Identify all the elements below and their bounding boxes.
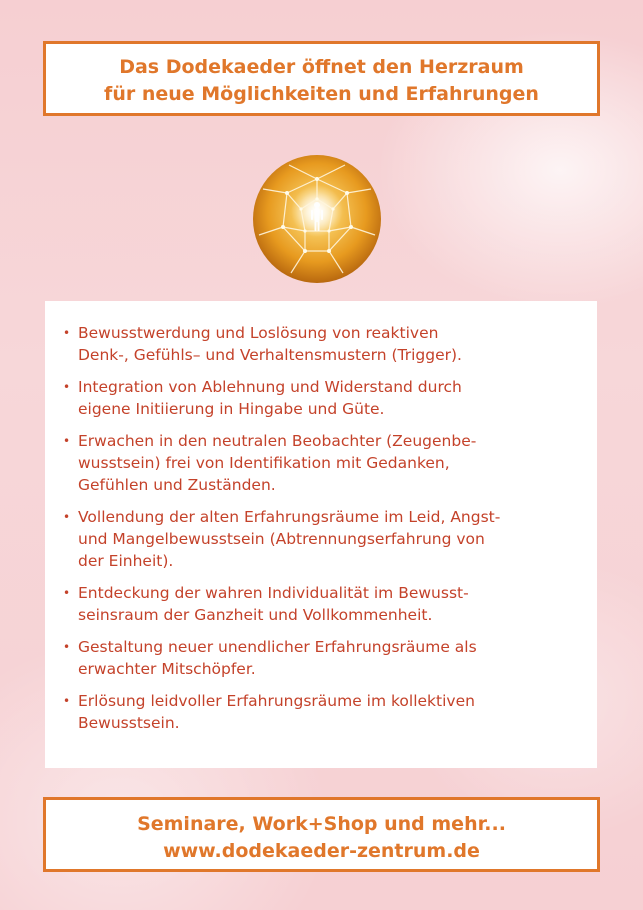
list-item-line: Erwachen in den neutralen Beobachter (Zeugenbe-	[78, 432, 477, 450]
content-card	[45, 301, 597, 768]
list-item-line: eigene Initiierung in Hingabe und Güte.	[78, 400, 385, 418]
bullet-dot-icon: •	[63, 434, 71, 448]
list-item-line: Integration von Ablehnung und Widerstand durch	[78, 378, 462, 396]
list-item	[63, 690, 579, 734]
list-item-line: Bewusstwerdung und Loslösung von reaktiven	[78, 324, 439, 342]
header-title-line-1: Das Dodekaeder öffnet den Herzraum	[119, 56, 524, 78]
bullet-list	[63, 322, 579, 734]
list-item	[63, 506, 579, 572]
list-item-line: Gefühlen und Zuständen.	[78, 476, 276, 494]
bullet-dot-icon: •	[63, 586, 71, 600]
website-link[interactable]: www.dodekaeder-zentrum.de	[163, 840, 480, 862]
list-item	[63, 376, 579, 420]
list-item-line: seinsraum der Ganzheit und Vollkommenheit.	[78, 606, 433, 624]
bullet-dot-icon: •	[63, 694, 71, 708]
footer-box	[43, 797, 600, 872]
list-item-line: Gestaltung neuer unendlicher Erfahrungsräume als	[78, 638, 477, 656]
bullet-dot-icon: •	[63, 640, 71, 654]
header-box	[43, 41, 600, 116]
list-item-line: und Mangelbewusstsein (Abtrennungserfahrung von	[78, 530, 485, 548]
bullet-dot-icon: •	[63, 380, 71, 394]
list-item-line: wusstsein) frei von Identifikation mit Gedanken,	[78, 454, 450, 472]
list-item-line: Erlösung leidvoller Erfahrungsräume im kollektiven	[78, 692, 475, 710]
list-item	[63, 322, 579, 366]
list-item-line: Vollendung der alten Erfahrungsräume im Leid, Angst-	[78, 508, 501, 526]
list-item-line: Entdeckung der wahren Individualität im Bewusst-	[78, 584, 469, 602]
list-item-line: der Einheit).	[78, 552, 174, 570]
golden-dodecahedron-sphere-icon	[249, 151, 385, 287]
bullet-dot-icon: •	[63, 510, 71, 524]
list-item	[63, 430, 579, 496]
list-item	[63, 636, 579, 680]
list-item-line: erwachter Mitschöpfer.	[78, 660, 256, 678]
list-item-line: Denk-, Gefühls– und Verhaltensmustern (Trigger).	[78, 346, 462, 364]
footer-tagline: Seminare, Work+Shop und mehr...	[137, 813, 506, 835]
bullet-dot-icon: •	[63, 326, 71, 340]
list-item-line: Bewusstsein.	[78, 714, 180, 732]
header-title-line-2: für neue Möglichkeiten und Erfahrungen	[104, 83, 539, 105]
list-item	[63, 582, 579, 626]
